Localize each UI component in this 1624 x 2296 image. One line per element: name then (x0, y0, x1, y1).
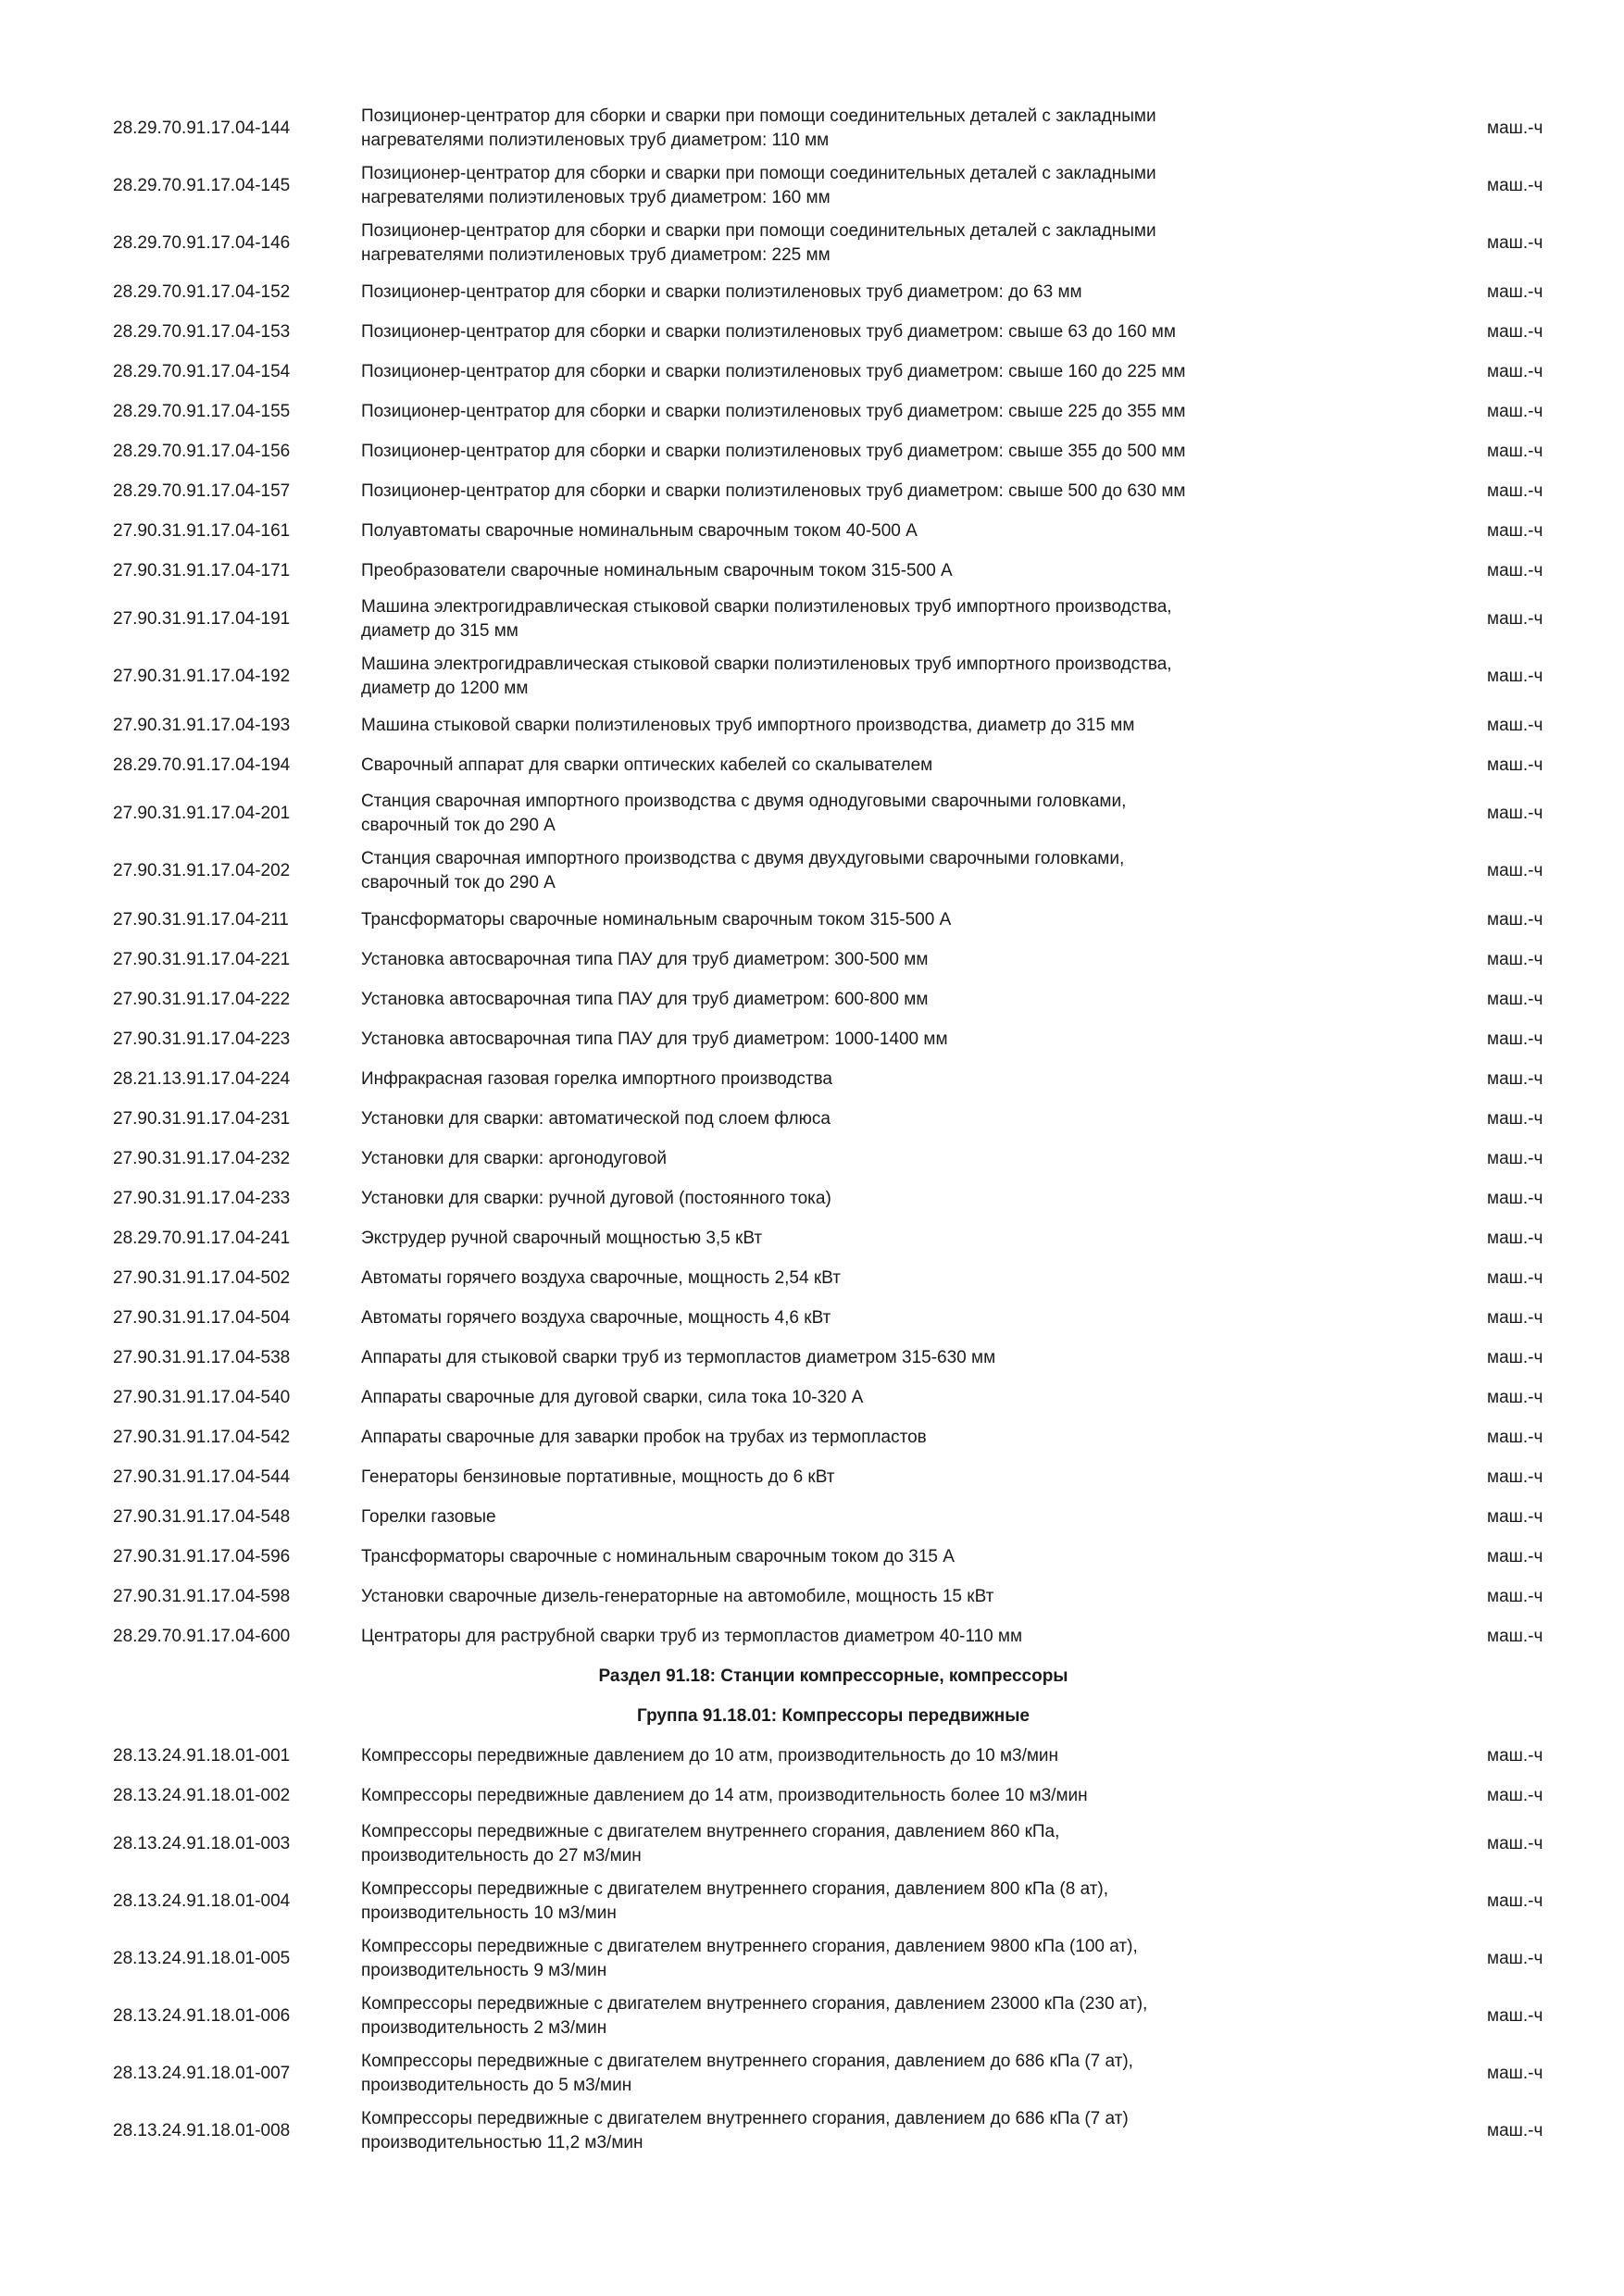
table-row (0, 215, 1624, 272)
item-unit: маш.-ч (1487, 861, 1543, 880)
item-code: 27.90.31.91.17.04-596 (113, 1546, 291, 1566)
item-description: Установка автосварочная типа ПАУ для труб диаметром: 600-800 мм (361, 989, 929, 1009)
item-description: Компрессоры передвижные с двигателем внутреннего сгорания, давлением до 686 кПа (7 ат) производительностью 11,2 м3/мин (361, 2109, 1129, 2152)
item-description: Машина электрогидравлическая стыковой сварки полиэтиленовых труб импортного производства, диаметр до 315 мм (361, 597, 1172, 641)
item-description: Позиционер-центратор для сборки и сварки при помощи соединительных деталей с закладными нагревателями полиэтиленовых труб диаметром: 160 мм (361, 164, 1156, 207)
table-row (0, 1059, 1624, 1099)
item-unit: маш.-ч (1487, 1745, 1543, 1766)
item-unit: маш.-ч (1487, 1188, 1543, 1208)
item-code: 27.90.31.91.17.04-502 (113, 1267, 291, 1288)
item-description: Сварочный аппарат для сварки оптических кабелей со скалывателем (361, 755, 933, 775)
item-description: Инфракрасная газовая горелка импортного производства (361, 1068, 832, 1089)
item-unit: маш.-ч (1487, 1427, 1543, 1447)
item-code: 27.90.31.91.17.04-544 (113, 1466, 291, 1487)
table-row (0, 1139, 1624, 1179)
item-unit: маш.-ч (1487, 1785, 1543, 1805)
document-table (0, 100, 1624, 2160)
item-unit: маш.-ч (1487, 1108, 1543, 1129)
table-row (0, 1577, 1624, 1616)
table-row (0, 842, 1624, 900)
table-row (0, 1019, 1624, 1059)
item-description: Позиционер-центратор для сборки и сварки полиэтиленовых труб диаметром: свыше 355 до 500 мм (361, 441, 1186, 461)
item-description: Центраторы для раструбной сварки труб из термопластов диаметром 40-110 мм (361, 1626, 1023, 1646)
table-row (0, 352, 1624, 392)
item-code: 27.90.31.91.17.04-201 (113, 804, 291, 823)
table-row (0, 1988, 1624, 2045)
item-unit: маш.-ч (1487, 361, 1543, 381)
item-unit: маш.-ч (1487, 1148, 1543, 1168)
item-unit: маш.-ч (1487, 755, 1543, 775)
item-description: Компрессоры передвижные с двигателем внутреннего сгорания, давлением 9800 кПа (100 ат), производительность 9 м3/мин (361, 1937, 1138, 1980)
table-row (0, 157, 1624, 215)
item-description: Трансформаторы сварочные с номинальным сварочным током до 315 А (361, 1546, 955, 1566)
item-code: 28.29.70.91.17.04-194 (113, 755, 291, 775)
item-description: Позиционер-центратор для сборки и сварки при помощи соединительных деталей с закладными нагревателями полиэтиленовых труб диаметром: 225 мм (361, 221, 1156, 265)
item-unit: маш.-ч (1487, 441, 1543, 461)
item-description: Установки сварочные дизель-генераторные на автомобиле, мощность 15 кВт (361, 1586, 994, 1606)
item-unit: маш.-ч (1487, 480, 1543, 501)
item-description: Установки для сварки: аргонодуговой (361, 1148, 668, 1168)
table-row (0, 471, 1624, 511)
item-code: 27.90.31.91.17.04-598 (113, 1586, 291, 1606)
table-row (0, 1298, 1624, 1338)
item-code: 27.90.31.91.17.04-548 (113, 1506, 291, 1527)
item-description: Установка автосварочная типа ПАУ для труб диаметром: 300-500 мм (361, 949, 929, 969)
item-code: 28.13.24.91.18.01-007 (113, 2064, 291, 2083)
item-unit: маш.-ч (1487, 1626, 1543, 1646)
item-code: 27.90.31.91.17.04-161 (113, 520, 291, 541)
item-description: Компрессоры передвижные с двигателем внутреннего сгорания, давлением 860 кПа, производительность до 27 м3/мин (361, 1822, 1060, 1866)
table-row (0, 900, 1624, 940)
item-code: 28.13.24.91.18.01-006 (113, 2006, 291, 2026)
table-row (0, 1457, 1624, 1497)
item-unit: маш.-ч (1487, 1267, 1543, 1288)
table-row (0, 1537, 1624, 1577)
item-description: Позиционер-центратор для сборки и сварки полиэтиленовых труб диаметром: до 63 мм (361, 281, 1082, 302)
item-unit: маш.-ч (1487, 1506, 1543, 1527)
table-row (0, 1179, 1624, 1218)
item-description: Позиционер-центратор для сборки и сварки при помощи соединительных деталей с закладными нагревателями полиэтиленовых труб диаметром: 110 мм (361, 106, 1156, 150)
item-unit: маш.-ч (1487, 1546, 1543, 1566)
table-row (0, 1616, 1624, 1656)
item-code: 28.29.70.91.17.04-155 (113, 401, 291, 421)
table-row (0, 591, 1624, 648)
item-code: 27.90.31.91.17.04-191 (113, 609, 291, 629)
table-row (0, 648, 1624, 705)
table-row (0, 785, 1624, 842)
table-row (0, 511, 1624, 551)
item-code: 28.29.70.91.17.04-145 (113, 176, 291, 195)
item-unit: маш.-ч (1487, 1307, 1543, 1328)
table-row (0, 1736, 1624, 1776)
item-code: 27.90.31.91.17.04-222 (113, 989, 291, 1009)
item-description: Позиционер-центратор для сборки и сварки полиэтиленовых труб диаметром: свыше 63 до 160 мм (361, 321, 1176, 342)
item-description: Компрессоры передвижные с двигателем внутреннего сгорания, давлением до 686 кПа (7 ат), производительность до 5 м3/мин (361, 2052, 1133, 2095)
item-description: Экструдер ручной сварочный мощностью 3,5 кВт (361, 1228, 763, 1248)
item-code: 27.90.31.91.17.04-542 (113, 1427, 291, 1447)
item-description: Позиционер-центратор для сборки и сварки полиэтиленовых труб диаметром: свыше 160 до 225 мм (361, 361, 1186, 381)
item-unit: маш.-ч (1487, 1891, 1543, 1911)
item-description: Позиционер-центратор для сборки и сварки полиэтиленовых труб диаметром: свыше 500 до 630 мм (361, 480, 1186, 501)
item-description: Станция сварочная импортного производства с двумя однодуговыми сварочными головками, сварочный ток до 290 А (361, 792, 1127, 835)
table-row (0, 745, 1624, 785)
item-code: 27.90.31.91.17.04-193 (113, 715, 291, 735)
item-description: Машина стыковой сварки полиэтиленовых труб импортного производства, диаметр до 315 мм (361, 715, 1135, 735)
item-code: 27.90.31.91.17.04-211 (113, 909, 289, 930)
item-code: 28.29.70.91.17.04-146 (113, 233, 291, 253)
table-row (0, 392, 1624, 431)
table-row (0, 1338, 1624, 1378)
table-row (0, 1417, 1624, 1457)
item-unit: маш.-ч (1487, 609, 1543, 629)
item-description: Горелки газовые (361, 1506, 496, 1527)
table-row (0, 1776, 1624, 1816)
table-row (0, 1099, 1624, 1139)
item-code: 27.90.31.91.17.04-223 (113, 1029, 291, 1049)
item-code: 27.90.31.91.17.04-540 (113, 1387, 291, 1407)
item-unit: маш.-ч (1487, 2121, 1543, 2140)
item-unit: маш.-ч (1487, 520, 1543, 541)
item-code: 28.13.24.91.18.01-003 (113, 1834, 291, 1853)
item-code: 28.13.24.91.18.01-005 (113, 1949, 291, 1968)
item-description: Машина электрогидравлическая стыковой сварки полиэтиленовых труб импортного производства, диаметр до 1200 мм (361, 655, 1172, 698)
table-row (0, 551, 1624, 591)
item-unit: маш.-ч (1487, 401, 1543, 421)
item-description: Аппараты сварочные для дуговой сварки, сила тока 10-320 А (361, 1387, 864, 1407)
item-description: Преобразователи сварочные номинальным сварочным током 315-500 А (361, 560, 953, 580)
item-description: Автоматы горячего воздуха сварочные, мощность 4,6 кВт (361, 1307, 831, 1328)
item-code: 28.29.70.91.17.04-153 (113, 321, 291, 342)
item-code: 28.29.70.91.17.04-154 (113, 361, 291, 381)
item-unit: маш.-ч (1487, 989, 1543, 1009)
item-code: 28.13.24.91.18.01-004 (113, 1891, 291, 1911)
item-code: 28.29.70.91.17.04-157 (113, 480, 291, 501)
item-description: Компрессоры передвижные давлением до 14 атм, производительность более 10 м3/мин (361, 1785, 1088, 1805)
item-unit: маш.-ч (1487, 321, 1543, 342)
item-unit: маш.-ч (1487, 233, 1543, 253)
table-row (0, 2045, 1624, 2103)
item-code: 27.90.31.91.17.04-232 (113, 1148, 291, 1168)
item-description: Трансформаторы сварочные номинальным сварочным током 315-500 А (361, 909, 952, 930)
section-heading-text: Группа 91.18.01: Компрессоры передвижные (637, 1705, 1030, 1726)
item-description: Генераторы бензиновые портативные, мощность до 6 кВт (361, 1466, 835, 1487)
item-unit: маш.-ч (1487, 1387, 1543, 1407)
item-code: 27.90.31.91.17.04-202 (113, 861, 291, 880)
table-row (0, 100, 1624, 157)
item-unit: маш.-ч (1487, 909, 1543, 930)
item-unit: маш.-ч (1487, 1068, 1543, 1089)
item-description: Установки для сварки: автоматической под слоем флюса (361, 1108, 831, 1129)
item-code: 28.13.24.91.18.01-002 (113, 1785, 291, 1805)
table-row (0, 431, 1624, 471)
table-row (0, 1497, 1624, 1537)
table-row (0, 980, 1624, 1019)
item-code: 27.90.31.91.17.04-221 (113, 949, 291, 969)
item-code: 27.90.31.91.17.04-233 (113, 1188, 291, 1208)
section-heading (0, 1696, 1624, 1736)
item-unit: маш.-ч (1487, 1586, 1543, 1606)
item-description: Полуавтоматы сварочные номинальным сварочным током 40-500 А (361, 520, 918, 541)
item-code: 28.13.24.91.18.01-008 (113, 2121, 291, 2140)
table-row (0, 1378, 1624, 1417)
item-unit: маш.-ч (1487, 1949, 1543, 1968)
item-unit: маш.-ч (1487, 281, 1543, 302)
table-row (0, 705, 1624, 745)
item-description: Позиционер-центратор для сборки и сварки полиэтиленовых труб диаметром: свыше 225 до 355 мм (361, 401, 1186, 421)
table-row (0, 2103, 1624, 2160)
item-unit: маш.-ч (1487, 667, 1543, 686)
item-code: 28.13.24.91.18.01-001 (113, 1745, 291, 1766)
table-row (0, 1258, 1624, 1298)
table-row (0, 1873, 1624, 1930)
table-row (0, 940, 1624, 980)
item-unit: маш.-ч (1487, 1228, 1543, 1248)
item-unit: маш.-ч (1487, 176, 1543, 195)
table-row (0, 1218, 1624, 1258)
item-description: Установка автосварочная типа ПАУ для труб диаметром: 1000-1400 мм (361, 1029, 948, 1049)
section-heading (0, 1656, 1624, 1696)
item-description: Аппараты сварочные для заварки пробок на трубах из термопластов (361, 1427, 927, 1447)
item-code: 27.90.31.91.17.04-231 (113, 1108, 291, 1129)
item-unit: маш.-ч (1487, 1834, 1543, 1853)
item-code: 28.29.70.91.17.04-144 (113, 119, 291, 138)
section-heading-text: Раздел 91.18: Станции компрессорные, компрессоры (598, 1666, 1068, 1686)
item-description: Аппараты для стыковой сварки труб из термопластов диаметром 315-630 мм (361, 1347, 996, 1367)
item-description: Станция сварочная импортного производства с двумя двухдуговыми сварочными головками, сварочный ток до 290 А (361, 849, 1125, 892)
item-unit: маш.-ч (1487, 804, 1543, 823)
item-unit: маш.-ч (1487, 2064, 1543, 2083)
item-code: 27.90.31.91.17.04-538 (113, 1347, 291, 1367)
item-description: Компрессоры передвижные давлением до 10 атм, производительность до 10 м3/мин (361, 1745, 1059, 1766)
item-code: 28.21.13.91.17.04-224 (113, 1068, 291, 1089)
table-row (0, 1816, 1624, 1873)
item-code: 28.29.70.91.17.04-600 (113, 1626, 291, 1646)
item-description: Автоматы горячего воздуха сварочные, мощность 2,54 кВт (361, 1267, 841, 1288)
table-row (0, 272, 1624, 312)
item-unit: маш.-ч (1487, 1466, 1543, 1487)
item-code: 27.90.31.91.17.04-504 (113, 1307, 291, 1328)
item-description: Компрессоры передвижные с двигателем внутреннего сгорания, давлением 800 кПа (8 ат), производительность 10 м3/мин (361, 1879, 1109, 1923)
item-code: 27.90.31.91.17.04-171 (113, 560, 291, 580)
table-row (0, 1930, 1624, 1988)
item-unit: маш.-ч (1487, 1347, 1543, 1367)
item-description: Установки для сварки: ручной дуговой (постоянного тока) (361, 1188, 831, 1208)
item-code: 27.90.31.91.17.04-192 (113, 667, 291, 686)
item-unit: маш.-ч (1487, 2006, 1543, 2026)
item-unit: маш.-ч (1487, 1029, 1543, 1049)
item-code: 28.29.70.91.17.04-156 (113, 441, 291, 461)
item-code: 28.29.70.91.17.04-152 (113, 281, 291, 302)
item-unit: маш.-ч (1487, 119, 1543, 138)
item-description: Компрессоры передвижные с двигателем внутреннего сгорания, давлением 23000 кПа (230 ат), производительность 2 м3/мин (361, 1994, 1148, 2038)
item-unit: маш.-ч (1487, 560, 1543, 580)
table-row (0, 312, 1624, 352)
item-unit: маш.-ч (1487, 949, 1543, 969)
item-code: 28.29.70.91.17.04-241 (113, 1228, 291, 1248)
item-unit: маш.-ч (1487, 715, 1543, 735)
